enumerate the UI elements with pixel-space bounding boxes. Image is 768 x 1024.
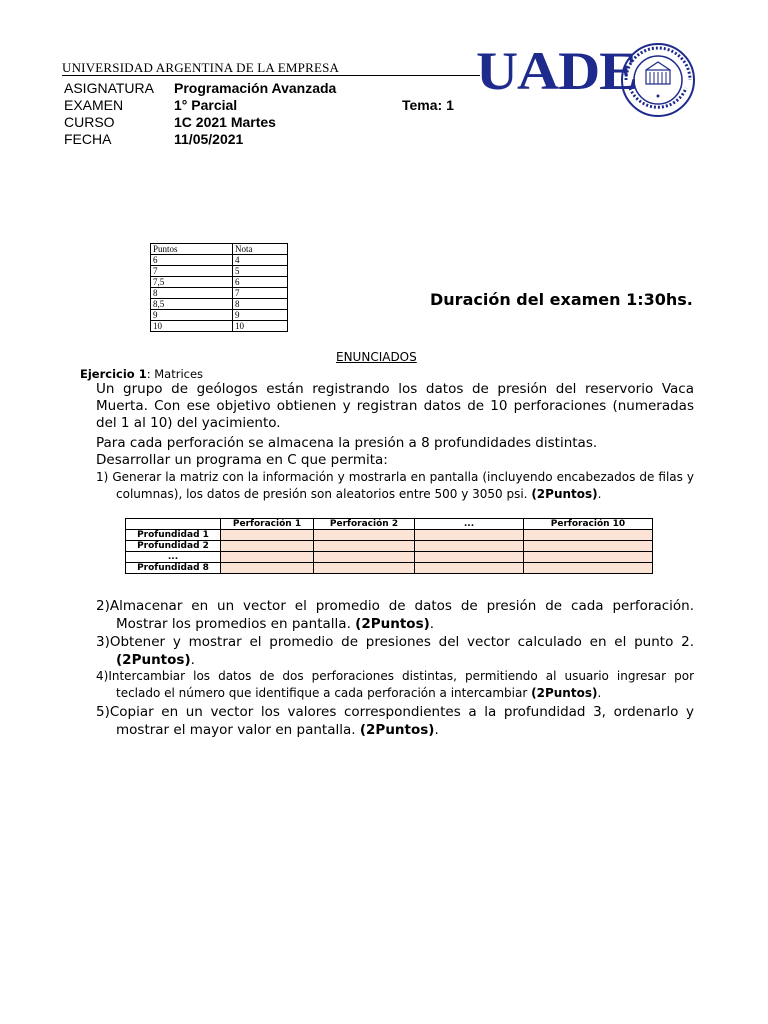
item-2-text: 2)Almacenar en un vector el promedio de datos de presión de cada perforación. Mostrar los promedios en pantalla.: [96, 598, 694, 632]
value-examen: 1° Parcial: [174, 97, 238, 113]
value-asignatura: Programación Avanzada: [174, 80, 337, 96]
matrix-cell: [221, 552, 314, 563]
item-4-text: 4)Intercambiar los datos de dos perforaciones distintas, permitiendo al usuario ingresar por teclado el número que identifique a cada perforación a intercambiar: [96, 669, 694, 700]
item-4-points: (2Puntos): [531, 686, 598, 700]
value-fecha: 11/05/2021: [174, 131, 244, 147]
grades-cell: 8: [233, 299, 288, 310]
matrix-row-header: Profundidad 2: [126, 541, 221, 552]
exercise-item-4: [96, 668, 694, 702]
grades-cell: 6: [151, 255, 233, 266]
matrix-cell: [415, 541, 524, 552]
exercise-item-1: [96, 469, 694, 503]
matrix-row: [126, 552, 653, 563]
matrix-col-header: ...: [415, 519, 524, 530]
grades-header-nota: Nota: [233, 244, 288, 255]
section-title: ENUNCIADOS: [336, 350, 417, 364]
grades-row: [151, 277, 288, 288]
matrix-header-row: [126, 519, 653, 530]
university-name: UNIVERSIDAD ARGENTINA DE LA EMPRESA: [62, 60, 340, 75]
grades-cell: 7: [151, 266, 233, 277]
item-3-end: .: [190, 652, 195, 668]
grades-row: [151, 299, 288, 310]
tema-label: Tema: 1: [402, 97, 454, 113]
grades-header-puntos: Puntos: [151, 244, 233, 255]
matrix-corner: [126, 519, 221, 530]
exercise-item-3: [96, 633, 694, 669]
matrix-col-header: Perforación 1: [221, 519, 314, 530]
matrix-col-header: Perforación 2: [314, 519, 415, 530]
matrix-row-header: Profundidad 8: [126, 563, 221, 574]
matrix-cell: [415, 563, 524, 574]
grades-cell: 10: [151, 321, 233, 332]
grades-cell: 5: [233, 266, 288, 277]
item-3-text: 3)Obtener y mostrar el promedio de presiones del vector calculado en el punto 2.: [96, 634, 694, 650]
grades-cell: 6: [233, 277, 288, 288]
uade-logo: UADE: [476, 41, 637, 101]
item-1-text: 1) Generar la matriz con la información y mostrarla en pantalla (incluyendo encabezados de filas y columnas), los datos de presión son aleatorios entre 500 y 3050 psi.: [96, 470, 694, 501]
matrix-row-header: ...: [126, 552, 221, 563]
grades-cell: 4: [233, 255, 288, 266]
item-5-text: 5)Copiar en un vector los valores correspondientes a la profundidad 3, ordenarlo y mostrar el mayor valor en pantalla.: [96, 704, 694, 738]
exercise-title: [80, 367, 203, 381]
matrix-row: [126, 541, 653, 552]
exam-duration: Duración del examen 1:30hs.: [430, 290, 693, 309]
item-1-end: .: [597, 487, 602, 501]
matrix-cell: [314, 563, 415, 574]
matrix-cell: [314, 530, 415, 541]
matrix-cell: [221, 563, 314, 574]
grades-cell: 8: [151, 288, 233, 299]
matrix-row: [126, 563, 653, 574]
grades-row: [151, 321, 288, 332]
grades-row: [151, 266, 288, 277]
exercise-title-bold: Ejercicio 1: [80, 367, 147, 381]
matrix-row-header: Profundidad 1: [126, 530, 221, 541]
exercise-title-rest: : Matrices: [146, 367, 204, 381]
matrix-cell: [524, 552, 653, 563]
grades-cell: 8,5: [151, 299, 233, 310]
label-asignatura: ASIGNATURA: [64, 80, 154, 96]
exercise-item-2: [96, 597, 694, 633]
matrix-cell: [314, 541, 415, 552]
label-curso: CURSO: [64, 114, 115, 130]
item-4-end: .: [597, 686, 602, 700]
matrix-cell: [221, 530, 314, 541]
matrix-cell: [314, 552, 415, 563]
header-divider: [62, 75, 480, 76]
grades-cell: 9: [233, 310, 288, 321]
item-5-points: (2Puntos): [359, 722, 435, 738]
item-2-end: .: [429, 616, 435, 632]
exercise-item-5: [96, 703, 694, 739]
grades-table: [150, 243, 288, 332]
item-2-points: (2Puntos): [355, 616, 430, 632]
value-curso: 1C 2021 Martes: [174, 114, 276, 130]
grades-cell: 10: [233, 321, 288, 332]
grades-row: [151, 255, 288, 266]
grades-cell: 7: [233, 288, 288, 299]
grades-row: [151, 288, 288, 299]
label-fecha: FECHA: [64, 131, 112, 147]
matrix-cell: [221, 541, 314, 552]
grades-cell: 9: [151, 310, 233, 321]
matrix-cell: [524, 541, 653, 552]
grades-header-row: [151, 244, 288, 255]
exercise-intro-2: Para cada perforación se almacena la presión a 8 profundidades distintas.: [96, 435, 598, 451]
matrix-col-header: Perforación 10: [524, 519, 653, 530]
matrix-cell: [415, 530, 524, 541]
matrix-cell: [524, 530, 653, 541]
item-5-end: .: [434, 722, 439, 738]
matrix-cell: [524, 563, 653, 574]
exercise-intro-1: Un grupo de geólogos están registrando los datos de presión del reservorio Vaca Muerta. Con ese objetivo obtienen y registran datos de 10 perforaciones (numeradas del 1 al 10) del yacimiento.: [96, 381, 694, 431]
item-1-points: (2Puntos): [531, 487, 598, 501]
item-3-points: (2Puntos): [116, 652, 191, 668]
grades-cell: 7,5: [151, 277, 233, 288]
matrix-cell: [415, 552, 524, 563]
grades-row: [151, 310, 288, 321]
label-examen: EXAMEN: [64, 97, 124, 113]
matrix-table: [125, 518, 653, 574]
matrix-row: [126, 530, 653, 541]
exercise-intro-3: Desarrollar un programa en C que permita:: [96, 452, 388, 468]
university-seal-icon: [620, 42, 696, 118]
